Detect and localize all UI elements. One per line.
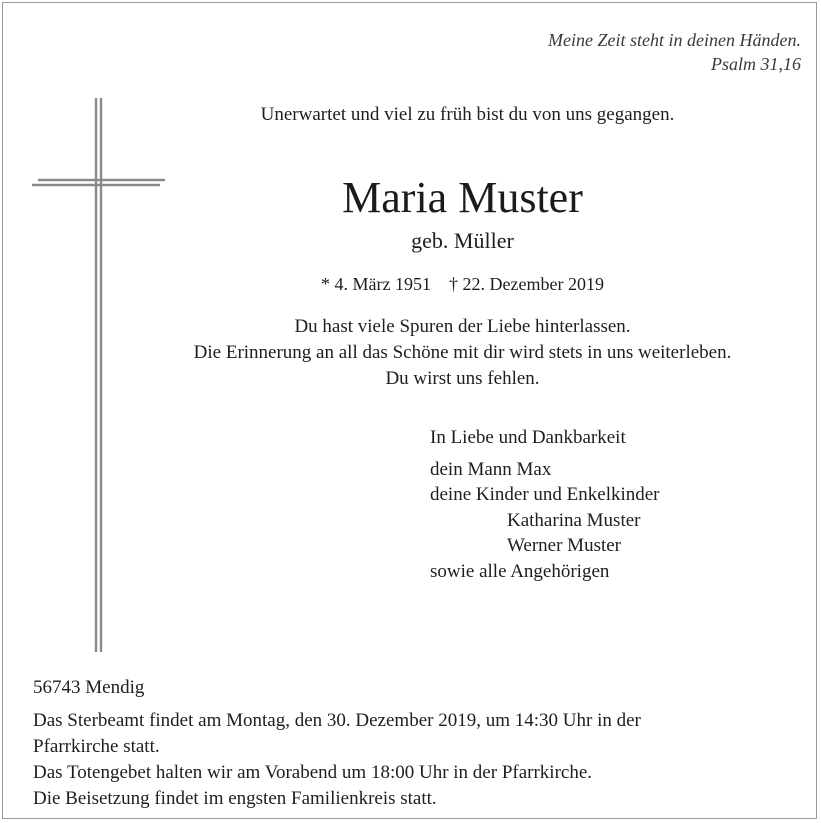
maiden-name: geb. Müller bbox=[411, 228, 514, 253]
verse-line: Du wirst uns fehlen. bbox=[385, 368, 540, 389]
motto bbox=[548, 28, 801, 76]
birth-date: * 4. März 1951 bbox=[321, 274, 432, 294]
verse-line: Du hast viele Spuren der Liebe hinterlassen. bbox=[294, 316, 631, 337]
service-notices bbox=[33, 708, 641, 812]
notice-line: Die Beisetzung findet im engsten Familienkreis statt. bbox=[33, 788, 437, 809]
life-dates bbox=[0, 271, 821, 297]
motto-text: Meine Zeit steht in deinen Händen. bbox=[548, 30, 801, 50]
notice-line: Pfarrkirche statt. bbox=[33, 736, 160, 757]
mourner-husband: dein Mann Max bbox=[430, 458, 552, 480]
intro-line: Unerwartet und viel zu früh bist du von uns gegangen. bbox=[260, 104, 675, 125]
mourners-children-heading: deine Kinder und Enkelkinder bbox=[430, 484, 660, 505]
death-date: † 22. Dezember 2019 bbox=[449, 274, 604, 294]
mourners-greeting: In Liebe und Dankbarkeit bbox=[430, 427, 626, 448]
mourners-block bbox=[430, 425, 660, 584]
mourner-child: Katharina Muster bbox=[507, 509, 641, 531]
mourners-others: sowie alle Angehörigen bbox=[430, 560, 610, 582]
notice-line: Das Sterbeamt findet am Montag, den 30. Dezember 2019, um 14:30 Uhr in der bbox=[33, 710, 641, 731]
verse bbox=[0, 314, 821, 392]
place: 56743 Mendig bbox=[33, 677, 145, 698]
verse-line: Die Erinnerung an all das Schöne mit dir wird stets in uns weiterleben. bbox=[193, 342, 732, 363]
motto-source: Psalm 31,16 bbox=[711, 54, 801, 74]
deceased-name: Maria Muster bbox=[342, 173, 583, 222]
notice-line: Das Totengebet halten wir am Vorabend um 18:00 Uhr in der Pfarrkirche. bbox=[33, 762, 593, 783]
mourner-child: Werner Muster bbox=[507, 535, 622, 556]
